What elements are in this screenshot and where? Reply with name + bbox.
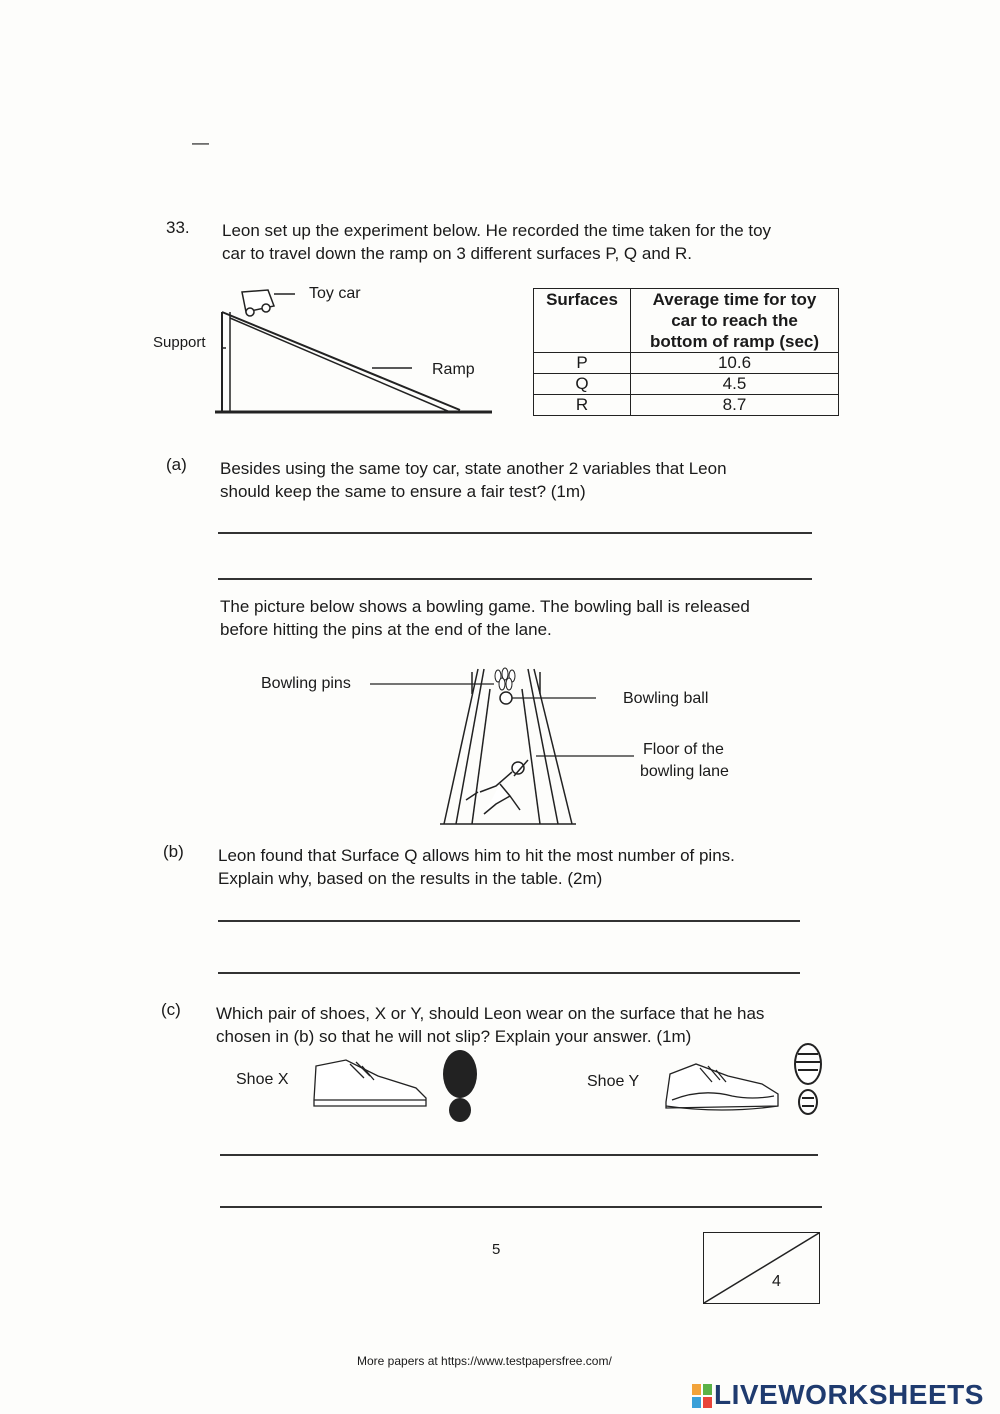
- part-a-line2: should keep the same to ensure a fair test? (1m): [220, 482, 586, 501]
- liveworksheets-logo: [692, 1381, 992, 1411]
- shoe-x-side-icon: [314, 1060, 426, 1106]
- bowling-pins-icon: [495, 668, 515, 690]
- bowler-icon: [466, 760, 528, 814]
- part-a-label: (a): [166, 455, 187, 474]
- toy-car-label: Toy car: [309, 285, 361, 302]
- shoe-y-label: Shoe Y: [587, 1073, 640, 1090]
- results-table: [533, 288, 839, 416]
- answer-line-a1[interactable]: [218, 532, 812, 534]
- toy-car-icon: [242, 290, 274, 316]
- cell-time: 8.7: [631, 395, 839, 416]
- question-number: 33.: [166, 218, 190, 237]
- part-b-line2: Explain why, based on the results in the table. (2m): [218, 869, 603, 888]
- table-row: [534, 395, 839, 416]
- cell-surface: P: [534, 353, 631, 374]
- header-time-line2: car to reach the: [671, 311, 798, 330]
- bowling-ball-label: Bowling ball: [623, 690, 709, 707]
- shoe-y-sole-icon: [795, 1044, 821, 1114]
- bowling-pins-label: Bowling pins: [261, 675, 351, 692]
- bowling-ball-icon: [500, 692, 512, 704]
- answer-line-b2[interactable]: [218, 972, 800, 974]
- ramp-bottom-edge: [230, 318, 450, 412]
- shoe-x-label: Shoe X: [236, 1071, 289, 1088]
- part-c-line1: Which pair of shoes, X or Y, should Leon wear on the surface that he has: [216, 1004, 765, 1023]
- support-label: Support: [153, 334, 206, 351]
- cell-time: 4.5: [631, 374, 839, 395]
- bowling-intro-line1: The picture below shows a bowling game. The bowling ball is released: [220, 597, 750, 616]
- part-b-label: (b): [163, 842, 184, 861]
- part-c-label: (c): [161, 1000, 181, 1019]
- table-row: [534, 353, 839, 374]
- cell-surface: R: [534, 395, 631, 416]
- floor-label-line1: Floor of the: [643, 741, 724, 758]
- answer-line-c1[interactable]: [220, 1154, 818, 1156]
- ramp-label: Ramp: [432, 361, 475, 378]
- header-time-line3: bottom of ramp (sec): [649, 332, 820, 351]
- part-a-line1: Besides using the same toy car, state another 2 variables that Leon: [220, 459, 727, 478]
- answer-line-c2[interactable]: [220, 1206, 822, 1208]
- logo-blocks-icon: [692, 1384, 712, 1408]
- answer-line-a2[interactable]: [218, 578, 812, 580]
- floor-label-line2: bowling lane: [640, 763, 729, 780]
- header-average-time: [631, 289, 839, 353]
- bowling-intro-line2: before hitting the pins at the end of the lane.: [220, 620, 552, 639]
- question-intro-line2: car to travel down the ramp on 3 different surfaces P, Q and R.: [222, 244, 692, 263]
- brand-name: LIVEWORKSHEETS: [714, 1379, 984, 1410]
- score-value: 4: [772, 1273, 781, 1290]
- part-c-line2: chosen in (b) so that he will not slip? Explain your answer. (1m): [216, 1027, 692, 1046]
- table-row: [534, 374, 839, 395]
- question-intro-line1: Leon set up the experiment below. He recorded the time taken for the toy: [222, 221, 772, 240]
- page-number: 5: [492, 1241, 501, 1258]
- top-dash: —: [192, 133, 209, 152]
- shoe-x-sole-icon: [443, 1050, 477, 1122]
- cell-surface: Q: [534, 374, 631, 395]
- shoe-y-illustration: [662, 1040, 832, 1120]
- answer-line-b1[interactable]: [218, 920, 800, 922]
- shoe-x-illustration: [306, 1048, 496, 1126]
- header-time-line1: Average time for toy: [652, 290, 817, 309]
- score-box: [703, 1232, 820, 1304]
- score-box-diagonal: [704, 1233, 819, 1303]
- header-surfaces: Surfaces: [534, 289, 631, 353]
- table-header-row: [534, 289, 839, 353]
- bowling-diagram: [360, 664, 650, 830]
- part-b-line1: Leon found that Surface Q allows him to hit the most number of pins.: [218, 846, 735, 865]
- footer-link[interactable]: More papers at https://www.testpapersfree.com/: [357, 1354, 612, 1368]
- shoe-y-side-icon: [666, 1064, 778, 1110]
- ramp-top-edge: [222, 312, 460, 410]
- cell-time: 10.6: [631, 353, 839, 374]
